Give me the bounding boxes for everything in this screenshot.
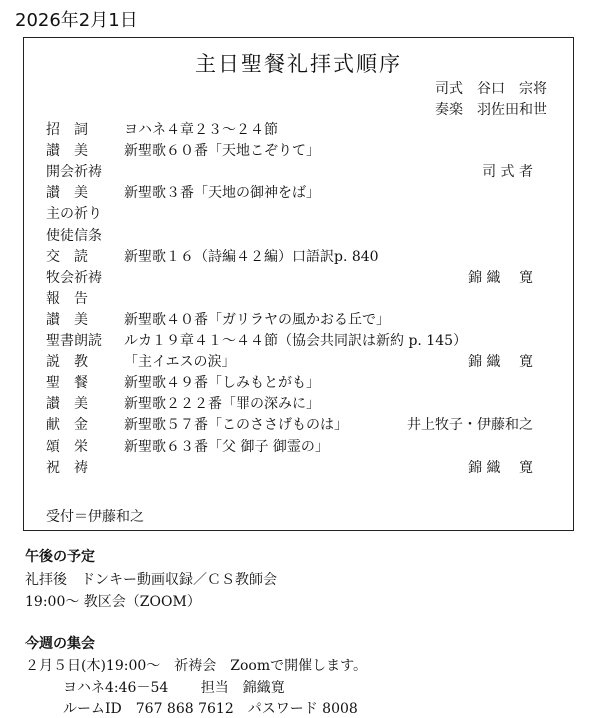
order-item	[46, 309, 533, 331]
weekly-line-3: ルームID 767 868 7612 パスワード 8008	[63, 701, 358, 717]
service-title: 主日聖餐礼拝式順序	[195, 52, 402, 76]
order-item-content: 新聖歌３番「天地の御神をば」	[124, 185, 320, 202]
order-item	[46, 414, 533, 436]
order-item-label: 牧会祈祷	[46, 269, 102, 286]
order-item-label: 使徒信条	[46, 227, 102, 244]
order-item-label: 聖 餐	[46, 375, 88, 392]
order-item	[46, 225, 533, 247]
order-item-person: 井上牧子・伊藤和之	[407, 417, 533, 434]
order-item-person: 錦 織 寛	[468, 459, 533, 476]
order-item-content: ヨハネ４章２３～２４節	[124, 122, 278, 138]
order-item-label: 開会祈祷	[46, 164, 102, 181]
service-order-box	[23, 37, 574, 531]
order-item-content: 新聖歌２２２番「罪の深みに」	[124, 396, 320, 413]
order-item	[46, 351, 533, 373]
order-item-label: 讃 美	[46, 396, 88, 413]
officiant: 司式 谷口 宗将	[435, 81, 547, 97]
order-item-label: 讃 美	[46, 143, 88, 160]
order-item	[46, 182, 533, 204]
order-item	[46, 140, 533, 162]
order-item	[46, 330, 533, 352]
order-item-label: 説 教	[46, 354, 88, 371]
receipt: 受付＝伊藤和之	[46, 509, 144, 525]
order-item-content: 新聖歌１６（詩編４２編）口語訳p. 840	[124, 248, 379, 265]
order-item-label: 報 告	[46, 290, 88, 307]
order-item-label: 招 詞	[46, 122, 88, 138]
order-item-content: 新聖歌６３番「父 御子 御霊の」	[124, 438, 329, 455]
order-item-label: 聖書朗読	[46, 333, 102, 349]
order-item	[46, 161, 533, 183]
order-item-content: 新聖歌４９番「しみもとがも」	[124, 375, 320, 392]
order-item-content: 新聖歌４０番「ガリラヤの風かおる丘で」	[124, 311, 390, 328]
order-item-person: 司 式 者	[482, 164, 533, 181]
afternoon-line-2: 19:00～ 教区会（ZOOM）	[25, 594, 201, 610]
order-item-person: 錦 織 寛	[468, 269, 533, 286]
order-item-label: 祝 祷	[46, 459, 88, 476]
afternoon-heading: 午後の予定	[25, 549, 95, 565]
order-item	[46, 393, 533, 415]
date: 2026年2月1日	[15, 10, 138, 31]
order-item-label: 主の祈り	[46, 206, 102, 223]
order-item	[46, 372, 533, 394]
order-item-label: 献 金	[46, 417, 88, 434]
order-item-label: 讃 美	[46, 185, 88, 202]
order-item	[46, 267, 533, 289]
order-item	[46, 246, 533, 268]
order-item-content: ルカ１９章４１～４４節（協会共同訳は新約 p. 145）	[124, 333, 468, 349]
order-item	[46, 119, 533, 141]
order-item-content: 新聖歌５７番「このささげものは」	[124, 417, 348, 434]
order-item-label: 交 読	[46, 248, 88, 265]
order-item-person: 錦 織 寛	[468, 354, 533, 371]
order-item-content: 新聖歌６０番「天地こぞりて」	[124, 143, 320, 160]
order-item	[46, 436, 533, 458]
order-item	[46, 457, 533, 479]
order-item-content: 「主イエスの涙」	[124, 354, 236, 371]
weekly-line-2: ヨハネ4:46－54 担当 錦織寛	[63, 680, 285, 696]
music: 奏楽 羽佐田和世	[435, 102, 547, 118]
order-item	[46, 203, 533, 225]
weekly-heading: 今週の集会	[25, 636, 95, 652]
order-item-label: 頌 栄	[46, 438, 88, 455]
weekly-line-1: ２月５日(木)19:00～ 祈祷会 Zoomで開催します。	[25, 658, 368, 674]
order-item	[46, 288, 533, 310]
order-item-label: 讃 美	[46, 311, 88, 328]
afternoon-line-1: 礼拝後 ドンキー動画収録／ＣＳ教師会	[25, 572, 277, 588]
